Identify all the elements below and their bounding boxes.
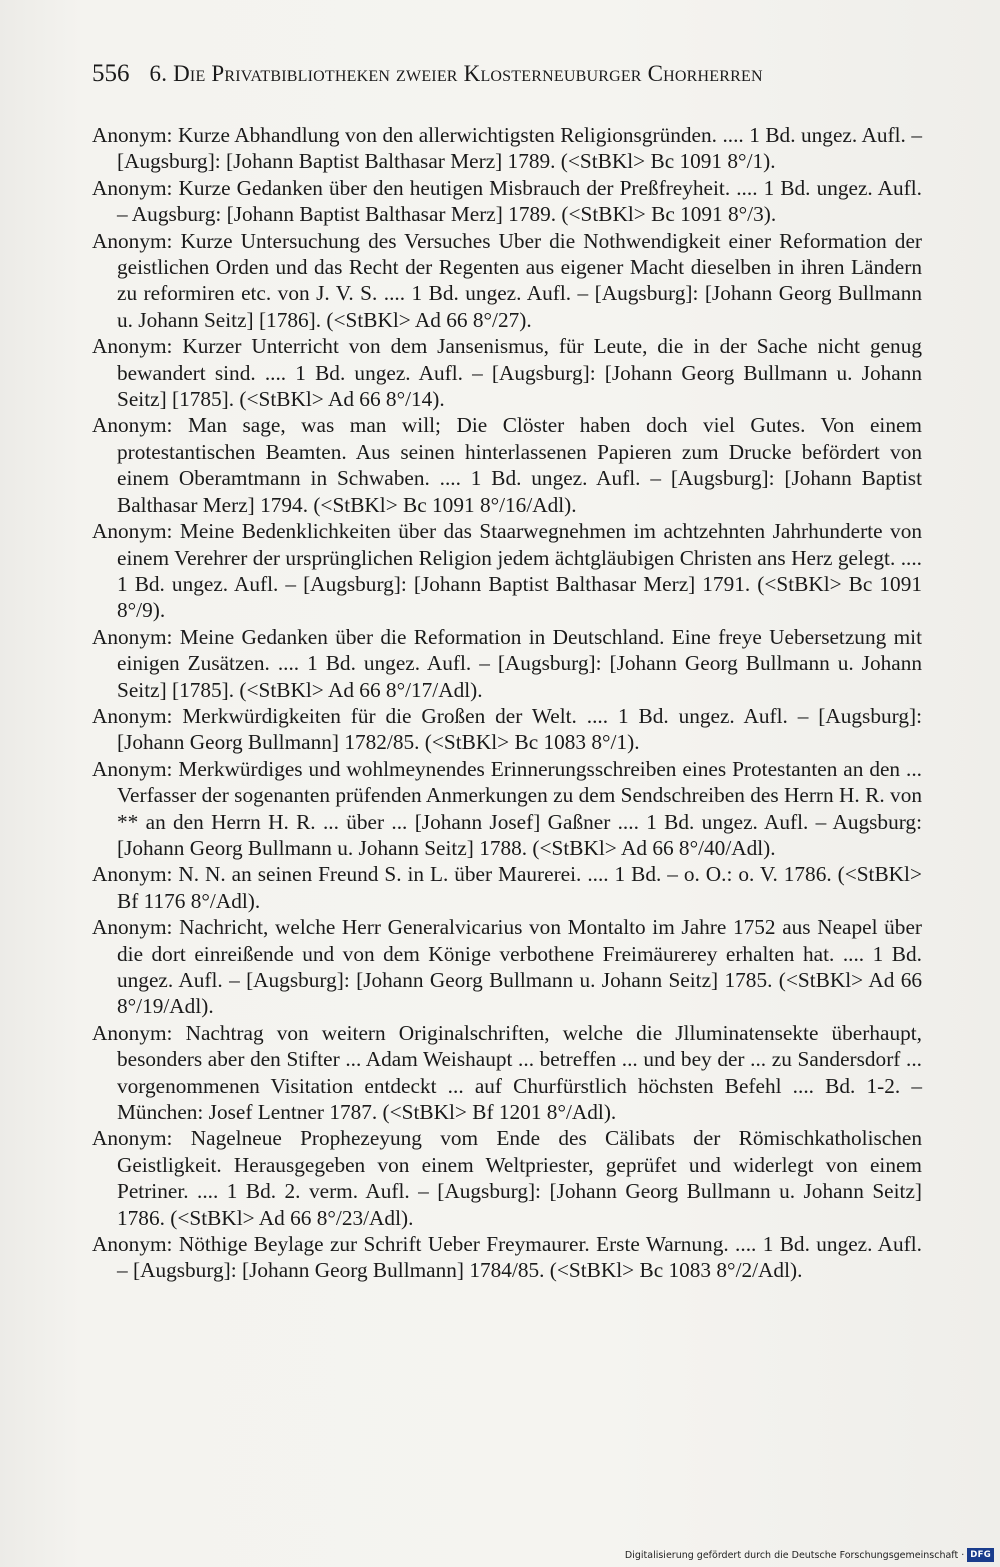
bibliography-entry: Anonym: Kurze Untersuchung des Versuches Uber die Nothwendigkeit einer Reformation der geistlichen Orden und das Recht der Regenten aus eigener Macht dieselben in ihren Ländern zu reformiren etc. von J. V. S. .... 1 Bd. ungez. Aufl. – [Augsburg]: [Johann Georg Bullmann u. Johann Seitz] [1786]. (<StBKl> Ad 66 8°/27).	[92, 228, 922, 332]
bibliography-entry: Anonym: Nachtrag von weitern Originalschriften, welche die Jlluminatensekte überhaupt, besonders aber den Stifter ... Adam Weishaupt ... betreffen ... und bey der ... zu Sandersdorf ... vorgenommenen Visitation entdeckt ... auf Churfürstlich höchsten Befehl .... Bd. 1-2. – München: Josef Lentner 1787. (<StBKl> Bf 1201 8°/Adl).	[92, 1020, 922, 1125]
bibliography-entry: Anonym: Meine Gedanken über die Reformation in Deutschland. Eine freye Uebersetzung mit einigen Zusätzen. .... 1 Bd. ungez. Aufl. – [Augsburg]: [Johann Georg Bullmann u. Johann Seitz] [1785]. (<StBKl> Ad 66 8°/17/Adl).	[92, 624, 922, 702]
bibliography-entry: Anonym: Kurze Gedanken über den heutigen Misbrauch der Preßfreyheit. .... 1 Bd. ungez. Aufl. – Augsburg: [Johann Baptist Balthasar Merz] 1789. (<StBKl> Bc 1091 8°/3).	[92, 175, 922, 227]
chapter-title: 6. Die Privatbibliotheken zweier Klosterneuburger Chorherren	[149, 61, 763, 86]
dfg-logo: DFG	[967, 1548, 994, 1562]
bibliography-entry: Anonym: Merkwürdigkeiten für die Großen der Welt. .... 1 Bd. ungez. Aufl. – [Augsburg]: [Johann Georg Bullmann] 1782/85. (<StBKl> Bc 1083 8°/1).	[92, 703, 922, 755]
bibliography-entry: Anonym: Nagelneue Prophezeyung vom Ende des Cälibats der Römischkatholischen Geistligkeit. Herausgegeben von einem Weltpriester, geprüfet und widerlegt von einem Petriner. .... 1 Bd. 2. verm. Aufl. – [Augsburg]: [Johann Georg Bullmann u. Johann Seitz] 1786. (<StBKl> Ad 66 8°/23/Adl).	[92, 1126, 922, 1230]
page-number: 556	[92, 60, 130, 87]
bibliography-entry: Anonym: Merkwürdiges und wohlmeynendes Erinnerungsschreiben eines Protestanten an den ... Verfasser der sogenanten prüfenden Anmerkungen zu dem Sendschreiben des Herrn H. R. von ** an den Herrn H. R. ... über ... [Johann Josef] Gaßner .... 1 Bd. ungez. Aufl. – Augsburg: [Johann Georg Bullmann u. Johann Seitz] 1788. (<StBKl> Ad 66 8°/40/Adl).	[92, 756, 922, 860]
bibliography-entry: Anonym: N. N. an seinen Freund S. in L. über Maurerei. .... 1 Bd. – o. O.: o. V. 1786. (<StBKl> Bf 1176 8°/Adl).	[92, 862, 922, 913]
digitization-credit	[625, 1547, 994, 1563]
bibliography-entry: Anonym: Nachricht, welche Herr Generalvicarius von Montalto im Jahre 1752 aus Neapel über die dort einreißende und von dem Könige verbothene Freimäurerey erhalten hat. .... 1 Bd. ungez. Aufl. – [Augsburg]: [Johann Georg Bullmann u. Johann Seitz] 1785. (<StBKl> Ad 66 8°/19/Adl).	[92, 915, 922, 1019]
bibliography-entry: Anonym: Kurze Abhandlung von den allerwichtigsten Religionsgründen. .... 1 Bd. ungez. Aufl. – [Augsburg]: [Johann Baptist Balthasar Merz] 1789. (<StBKl> Bc 1091 8°/1).	[92, 123, 922, 174]
bibliography-entry: Anonym: Meine Bedenklichkeiten über das Staarwegnehmen im achtzehnten Jahrhunderte von einem Verehrer der ursprünglichen Religion jedem ächtgläubigen Christen ans Herz gelegt. .... 1 Bd. ungez. Aufl. – [Augsburg]: [Johann Baptist Balthasar Merz] 1791. (<StBKl> Bc 1091 8°/9).	[92, 519, 922, 623]
bibliography-entry: Anonym: Nöthige Beylage zur Schrift Ueber Freymaurer. Erste Warnung. .... 1 Bd. ungez. Aufl. – [Augsburg]: [Johann Georg Bullmann] 1784/85. (<StBKl> Bc 1083 8°/2/Adl).	[92, 1232, 922, 1283]
bibliography-entry: Anonym: Kurzer Unterricht von dem Jansenismus, für Leute, die in der Sache nicht genug bewandert sind. .... 1 Bd. ungez. Aufl. – [Augsburg]: [Johann Georg Bullmann u. Johann Seitz] [1785]. (<StBKl> Ad 66 8°/14).	[92, 334, 922, 412]
bibliography-list	[92, 122, 922, 1284]
bibliography-entry: Anonym: Man sage, was man will; Die Clöster haben doch viel Gutes. Von einem protestantischen Beamten. Aus seinen hinterlassenen Papieren zum Drucke befördert von einem Oberamtmann in Schwaben. .... 1 Bd. ungez. Aufl. – [Augsburg]: [Johann Baptist Balthasar Merz] 1794. (<StBKl> Bc 1091 8°/16/Adl).	[92, 413, 922, 517]
running-head	[92, 60, 912, 94]
credit-text: Digitalisierung gefördert durch die Deutsche Forschungsgemeinschaft ·	[624, 1549, 965, 1561]
